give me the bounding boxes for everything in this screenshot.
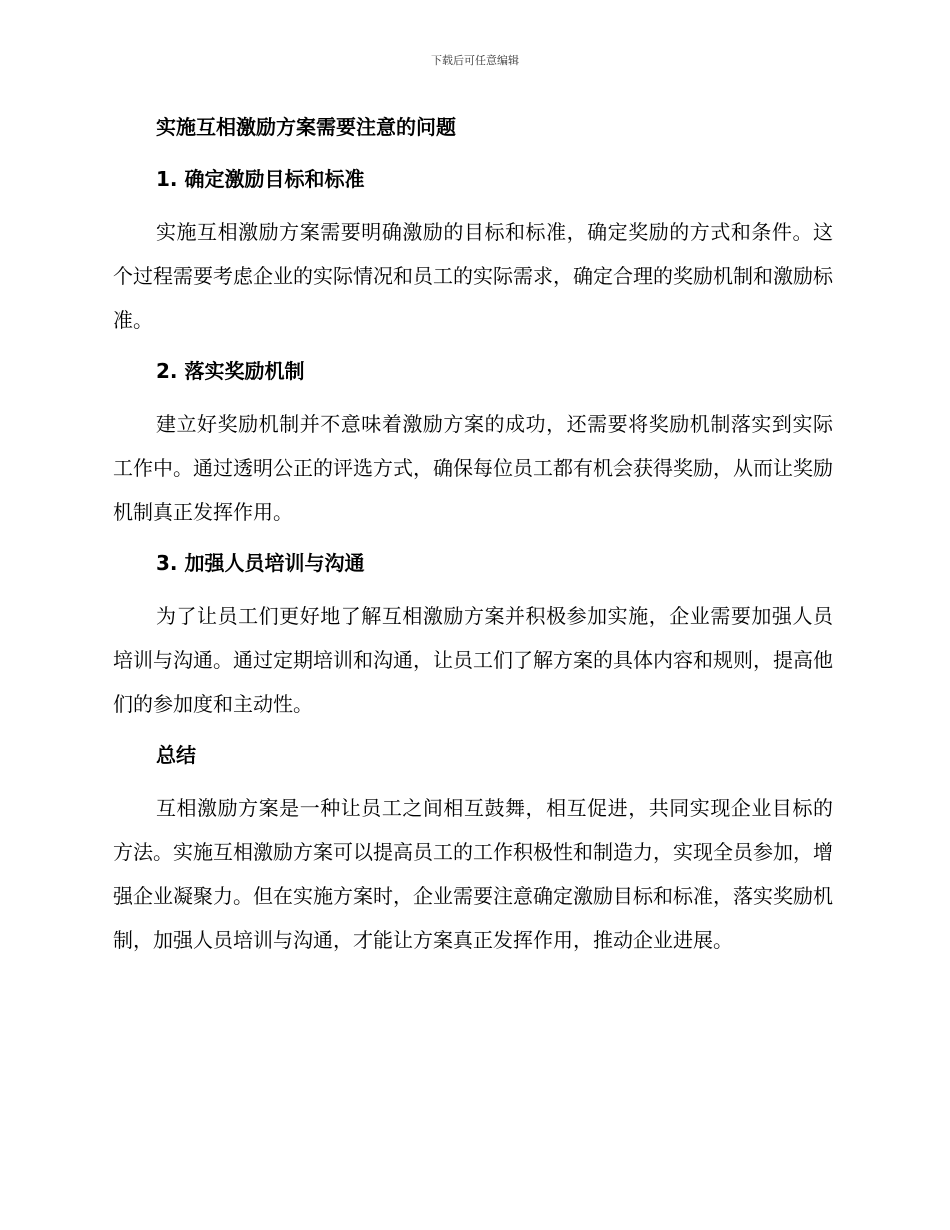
section-heading: 1. 确定激励目标和标准 [156,167,365,191]
summary-heading: 总结 [156,743,196,767]
section-heading: 3. 加强人员培训与沟通 [156,551,365,575]
header-note: 下载后可任意编辑 [431,54,519,67]
section-paragraph: 实施互相激励方案需要明确激励的目标和标准，确定奖励的方式和条件。这个过程需要考虑企业的实际情况和员工的实际需求，确定合理的奖励机制和激励标准。 [113,220,833,332]
document-title: 实施互相激励方案需要注意的问题 [156,115,456,139]
section-paragraph: 建立好奖励机制并不意味着激励方案的成功，还需要将奖励机制落实到实际工作中。通过透明公正的评选方式，确保每位员工都有机会获得奖励，从而让奖励机制真正发挥作用。 [113,412,833,524]
summary-paragraph: 互相激励方案是一种让员工之间相互鼓舞，相互促进，共同实现企业目标的方法。实施互相激励方案可以提高员工的工作积极性和制造力，实现全员参加，增强企业凝聚力。但在实施方案时，企业需要注意确定激励目标和标准，落实奖励机制，加强人员培训与沟通，才能让方案真正发挥作用，推动企业进展。 [113,796,833,952]
section-heading: 2. 落实奖励机制 [156,359,305,383]
document-body [113,112,833,962]
section-paragraph: 为了让员工们更好地了解互相激励方案并积极参加实施，企业需要加强人员培训与沟通。通过定期培训和沟通，让员工们了解方案的具体内容和规则，提高他们的参加度和主动性。 [113,604,833,716]
